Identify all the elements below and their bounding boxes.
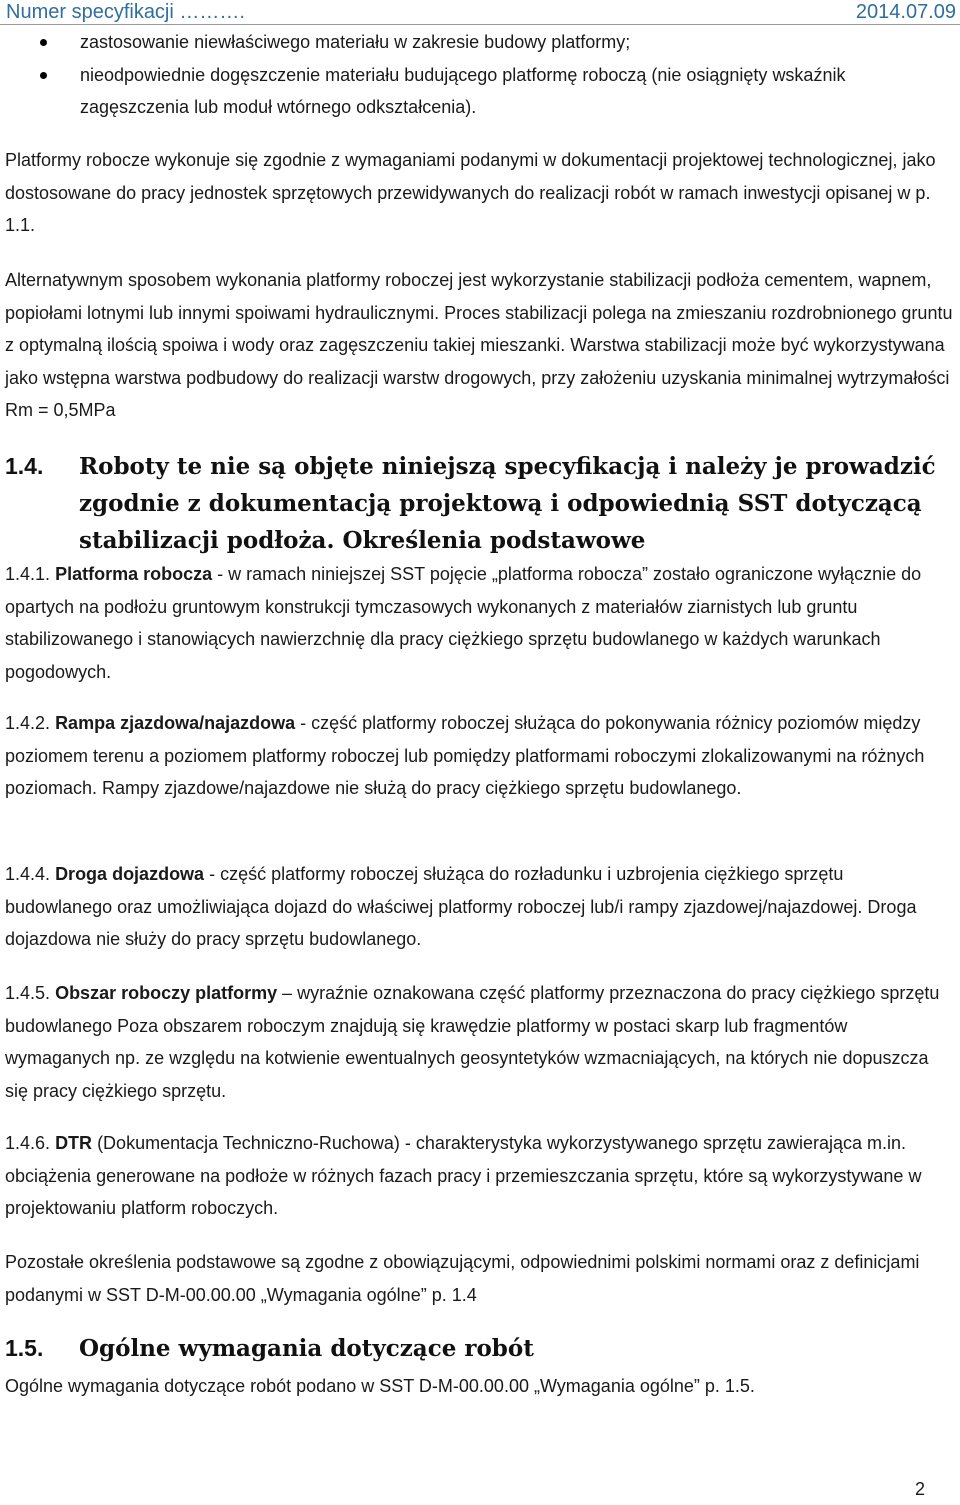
definition-1-4-5 [5, 977, 955, 1107]
definition-text: – wyraźnie oznakowana część platformy przeznaczona do pracy ciężkiego sprzętu budowlanego Poza obszarem roboczym znajdują się krawędzie platformy w postaci skarp lub fragmentów wymaganych np. ze względu na kotwienie ewentualnych geosyntetyków wzmacniających, na których nie dopuszcza się pracy ciężkiego sprzętu. [5, 983, 940, 1101]
definition-number: 1.4.2. [5, 713, 51, 733]
definition-number: 1.4.4. [5, 864, 51, 884]
bullet-text: nieodpowiednie dogęszczenie materiału budującego platformę roboczą (nie osiągnięty wskaźnik zagęszczenia lub moduł wtórnego odkształcenia). [80, 64, 846, 117]
definition-text: - część platformy roboczej służąca do rozładunku i uzbrojenia ciężkiego sprzętu budowlanego oraz umożliwiająca dojazd do właściwej platformy roboczej lub/i rampy zjazdowej/najazdowej. Droga dojazdowa nie służy do pracy sprzętu budowlanego. [5, 864, 917, 949]
section-heading-1-4 [5, 448, 955, 560]
bullet-item [0, 26, 950, 59]
section-number: 1.4. [5, 453, 44, 479]
definition-number: 1.4.6. [5, 1133, 51, 1153]
definition-1-4-1 [5, 558, 955, 688]
page-number: 2 [914, 1479, 925, 1499]
definition-term: DTR [55, 1133, 93, 1153]
definition-text: (Dokumentacja Techniczno-Ruchowa) - charakterystyka wykorzystywanego sprzętu zawierająca m.in. obciążenia generowane na podłoże w różnych fazach pracy i przemieszczania sprzętu, które są wykorzystywane w projektowaniu platform roboczych. [5, 1133, 922, 1218]
definition-term: Obszar roboczy platformy [55, 983, 278, 1003]
section-number: 1.5. [5, 1335, 44, 1361]
paragraph-pozostale: Pozostałe określenia podstawowe są zgodne z obowiązującymi, odpowiednimi polskimi normami oraz z definicjami podanymi w SST D-M-00.00.00 „Wymagania ogólne” p. 1.4 [5, 1252, 920, 1305]
definition-number: 1.4.1. [5, 564, 51, 584]
section-title: Ogólne wymagania dotyczące robót [79, 1335, 534, 1362]
paragraph-platformy: Platformy robocze wykonuje się zgodnie z wymaganiami podanymi w dokumentacji projektowej technologicznej, jako dostosowane do pracy jednostek sprzętowych przewidywanych do realizacji robót w ramach inwestycji opisanej w p. 1.1. [5, 150, 936, 235]
bullet-item [0, 59, 950, 124]
section-title: Roboty te nie są objęte niniejszą specyfikacją i należy je prowadzić zgodnie z dokumentacją projektową i odpowiednią SST dotyczącą stabilizacji podłoża. Określenia podstawowe [79, 453, 936, 554]
section-heading-1-5 [5, 1330, 955, 1370]
definition-number: 1.4.5. [5, 983, 51, 1003]
bullet-text: zastosowanie niewłaściwego materiału w zakresie budowy platformy; [80, 32, 631, 52]
bullet-dot-icon [40, 72, 47, 79]
paragraph-alternatywnym: Alternatywnym sposobem wykonania platformy roboczej jest wykorzystanie stabilizacji podłoża cementem, wapnem, popiołami lotnymi lub innymi spoiwami hydraulicznymi. Proces stabilizacji polega na zmieszaniu rozdrobnionego gruntu z optymalną ilością spoiwa i wody oraz zagęszczeniu takiej mieszanki. Warstwa stabilizacji może być wykorzystywana jako wstępna warstwa podbudowy do realizacji warstw drogowych, przy założeniu uzyskania minimalnej wytrzymałości Rm = 0,5MPa [5, 270, 953, 420]
spec-number: Numer specyfikacji ………. [6, 1, 245, 23]
bullet-dot-icon [40, 39, 47, 46]
definition-text: - część platformy roboczej służąca do pokonywania różnicy poziomów między poziomem terenu a poziomem platformy roboczej lub pomiędzy platformami roboczymi zlokalizowanymi na różnych poziomach. Rampy zjazdowe/najazdowe nie służą do pracy ciężkiego sprzętu budowlanego. [5, 713, 925, 798]
definition-term: Rampa zjazdowa/najazdowa [55, 713, 296, 733]
page-header [0, 0, 960, 25]
header-date: 2014.07.09 [855, 1, 956, 23]
definition-text: - w ramach niniejszej SST pojęcie „platforma robocza” zostało ograniczone wyłącznie do opartych na podłożu gruntowym konstrukcji tymczasowych wykonanych z materiałów ziarnistych lub gruntu stabilizowanego i stanowiących nawierzchnię dla pracy ciężkiego sprzętu budowlanego w każdych warunkach pogodowych. [5, 564, 922, 682]
definition-1-4-2 [5, 707, 955, 805]
definition-term: Droga dojazdowa [55, 864, 205, 884]
definition-1-4-6 [5, 1127, 955, 1225]
bullet-list [0, 26, 950, 124]
definition-1-4-4 [5, 858, 955, 956]
definition-term: Platforma robocza [55, 564, 213, 584]
paragraph-ogolne: Ogólne wymagania dotyczące robót podano w SST D-M-00.00.00 „Wymagania ogólne” p. 1.5. [5, 1376, 755, 1396]
